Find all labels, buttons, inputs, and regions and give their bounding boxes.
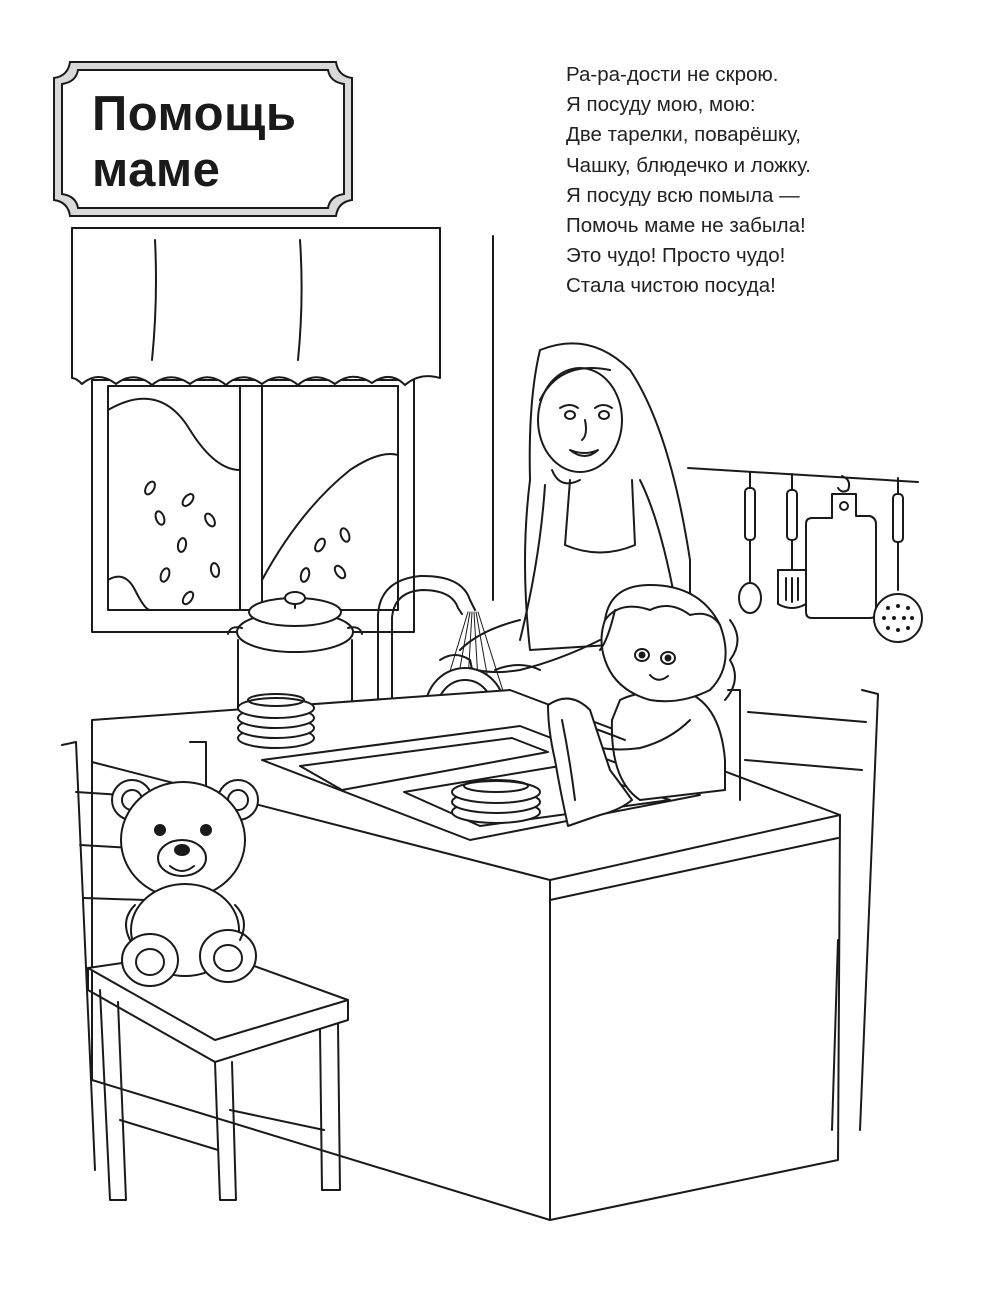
poem-line: Две тарелки, поварёшку, (566, 123, 801, 147)
utensil-rack (688, 468, 922, 642)
window (92, 380, 414, 632)
teddy-bear (112, 780, 258, 986)
poem-line: Помочь маме не забыла! (566, 214, 806, 238)
right-chair (728, 690, 878, 1130)
plate-stack (238, 694, 314, 748)
spatula-icon (778, 474, 806, 608)
poem-line: Я посуду всю помыла — (566, 183, 800, 207)
curtain (72, 228, 440, 385)
cutting-board-icon (806, 476, 876, 618)
poem-line: Я посуду мою, мою: (566, 93, 756, 117)
skimmer-icon (874, 478, 922, 642)
poem-line: Это чудо! Просто чудо! (566, 244, 786, 268)
ladle-icon (739, 472, 761, 613)
sink-plates (452, 780, 540, 823)
poem-line: Чашку, блюдечко и ложку. (566, 153, 811, 177)
title-line-1: Помощь (92, 87, 297, 141)
poem-line: Ра-ра-дости не скрою. (566, 63, 779, 86)
title-line-2: маме (92, 143, 221, 197)
poem-line: Стала чистою посуда! (566, 274, 776, 298)
